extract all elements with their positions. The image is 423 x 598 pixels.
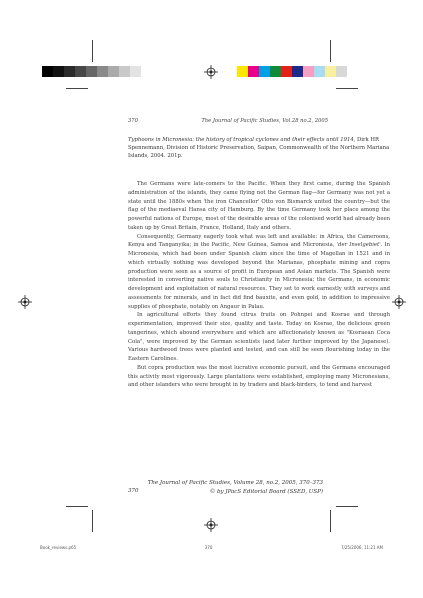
book-title: Typhoons in Micronesia: the history of tropical cyclones and their effects until 1914, [128, 137, 356, 143]
footer-journal [148, 479, 323, 497]
color-swatch [237, 66, 248, 77]
running-head [128, 118, 328, 124]
registration-mark-icon [18, 295, 32, 309]
registration-mark-icon [204, 65, 218, 79]
printer-slug [40, 545, 383, 550]
color-swatch [270, 66, 281, 77]
crop-mark [66, 506, 88, 507]
color-swatch [281, 66, 292, 77]
crop-mark [336, 88, 358, 89]
color-swatch [130, 66, 141, 77]
color-swatch [292, 66, 303, 77]
crop-mark [92, 40, 93, 62]
paragraph: But copra production was the most lucrative economic pursuit, and the Germans encouraged this activity most vigorously. Large plantations were established, employing many Micronesians, and other islanders who were brought in by traders and black-birders, to tend and harvest [128, 364, 390, 389]
color-swatch [303, 66, 314, 77]
running-head-page: 370 [128, 118, 138, 124]
footer-journal-line: The Journal of Pacific Studies, Volume 28, no.2, 2005, 370–373 [147, 480, 323, 486]
color-bar-right [237, 66, 347, 77]
color-swatch [325, 66, 336, 77]
slug-page: 370 [204, 545, 213, 550]
paragraph: The Germans were late-comers to the Pacific. When they first came, during the Spanish administration of the islands, they came flying not the German flag—for Germany was not yet a state until the 1880s when 'the iron Chancellor' Otto von Bismarck united the country—but the flag of the mediaeval Hansa city of Hamburg. By the time Germany took her place among the powerful nations of Europe, most of the desirable areas of the colonised world had already been taken up by Great Britain, France, Holland, Italy and others. [128, 181, 390, 231]
crop-mark [66, 88, 88, 89]
color-swatch [53, 66, 64, 77]
color-swatch [141, 66, 152, 77]
crop-mark [336, 506, 358, 507]
slug-timestamp: 7/25/2006, 11:21 AM [340, 545, 383, 550]
crop-mark [92, 510, 93, 532]
color-swatch [336, 66, 347, 77]
crop-mark [330, 40, 331, 62]
crop-mark [330, 510, 331, 532]
review-body [128, 180, 390, 390]
footer-page-number: 370 [128, 488, 139, 494]
running-head-journal: The Journal of Pacific Studies, Vol.28 no.2, 2005 [201, 118, 328, 124]
color-swatch [259, 66, 270, 77]
paragraph: Consequently, Germany eagerly took what was left and available: in Africa, the Cameroons, Kenya and Tanganyika; in the Pacific, New Guinea, Samoa and Micronesia, 'der Inselgebiet'. In Micronesia, which had been under Spanish claim since the time of Magellan in 1521 and in which virtually nothing was developed beyond the Marianas, phosphate mining and copra production were seen as a source of profit in European and Asian markets. The Spanish were interested in converting native souls to Christianity in Micronesia; the Germans, in economic development and exploitation of natural resources. They set to work earnestly with surveys and assessments for minerals, and in fact did find bauxite, and even gold, in addition to impressive supplies of phosphate, notably on Angaur in Palau. [128, 233, 391, 310]
color-swatch [248, 66, 259, 77]
color-swatch [86, 66, 97, 77]
paragraph: In agricultural efforts they found citrus fruits on Pohnpei and Kosrae and through experimentation, improved their size, quality and taste. Today on Kosrae, the delicious green tangerines, which abound everywhere and which are affectionately known as "Kosraean Coca Cola", were improved by the German scientists (and later further improved by the Japanese). Various hardwood trees were planted and tested, and can still be seen flourishing today in the Eastern Carolines. [128, 312, 390, 362]
book-details: Dirk HR Spennemann, Division of Historic Preservation, Saipan, Commonwealth of the Northern Mariana Islands, 2004. 201p. [128, 137, 390, 159]
registration-mark-icon [392, 295, 406, 309]
color-swatch [314, 66, 325, 77]
registration-mark-icon [204, 518, 218, 532]
color-bar-left [42, 66, 152, 77]
slug-file: Book_reviews.p65 [40, 545, 77, 550]
color-swatch [42, 66, 53, 77]
footer-copyright: © by JPacS Editorial Board (SSED, USP) [209, 489, 323, 495]
color-swatch [75, 66, 86, 77]
book-citation [128, 136, 390, 160]
color-swatch [97, 66, 108, 77]
color-swatch [119, 66, 130, 77]
color-swatch [64, 66, 75, 77]
color-swatch [108, 66, 119, 77]
